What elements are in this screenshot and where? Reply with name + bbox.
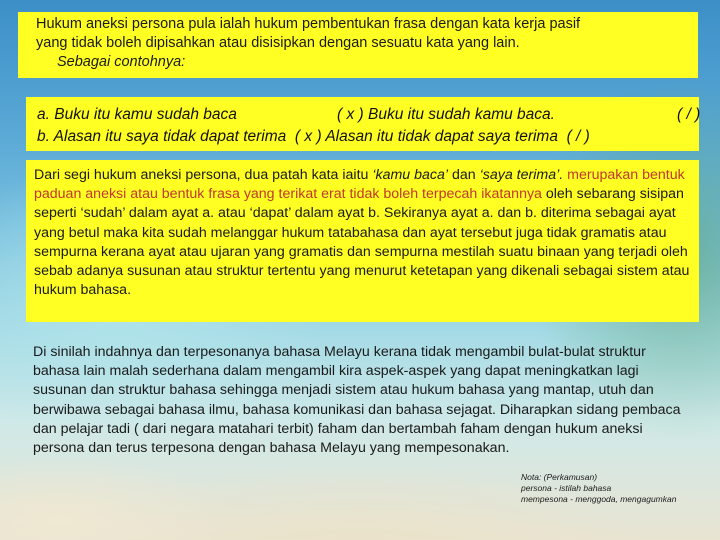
example-a-correct: ( x ) Buku itu sudah kamu baca. (337, 106, 555, 123)
example-b-correct: ( x ) Alasan itu tidak dapat saya terima (294, 128, 558, 145)
intro-line-2: yang tidak boleh dipisahkan atau disisipkan dengan sesuatu kata yang lain. (36, 35, 520, 51)
explanation-highlight: merupakan bentuk paduan aneksi atau bentuk frasa yang terikat erat tidak boleh terpecah ikatannya (34, 167, 685, 203)
example-a (37, 104, 701, 126)
quote-saya-terima: ‘saya terima’. (479, 167, 564, 183)
example-label: Sebagai contohnya: (57, 54, 186, 70)
example-b-mark: ( / ) (566, 128, 590, 145)
intro-box (18, 12, 698, 78)
example-b (37, 126, 688, 148)
explanation-text-1: Dari segi hukum aneksi persona, dua patah kata iaitu (34, 167, 373, 183)
explanation-box (26, 160, 699, 322)
note-line-1: Nota: (Perkamusan) (521, 472, 598, 482)
closing-paragraph: Di sinilah indahnya dan terpesonanya bahasa Melayu kerana tidak mengambil bulat-bulat struktur bahasa lain malah sederhana dalam mengambil kira aspek-aspek yang dapat meningkatkan lagi susunan dan struktur bahasa sehingga menjadi sistem atau hukum bahasa yang mantap, utuh dan berwibawa sebagai bahasa ilmu, bahasa komunikasi dan bahasa sejagat. Diharapkan sidang pembaca dan pelajar tadi ( dari negara matahari terbit) faham dan bertambah faham dengan hukum aneksi persona dan terus terpesona dengan bahasa Melayu yang mempesonakan. (33, 344, 681, 457)
example-a-wrong: a. Buku itu kamu sudah baca (37, 106, 237, 123)
note-line-2: persona - istilah bahasa (521, 483, 612, 493)
explanation-text-3: oleh sebarang sisipan seperti ‘sudah’ dalam ayat a. atau ‘dapat’ dalam ayat b. Sekiranya ayat a. dan b. diterima sebagai ayat yang betul maka kita sudah melanggar hukum tatabahasa dan ayat tersebut juga tidak gramatis atau sempurna kerana ayat atau ujaran yang gramatis dan sempurna mestilah suatu binaan yang terjadi oleh sebab adanya susunan atau struktur tertentu yang menurut ketetapan yang dikenali sebagai sistem atau hukum bahasa. (34, 186, 690, 299)
example-a-mark: ( / ) (677, 106, 701, 123)
note-line-3: mempesona - menggoda, mengagumkan (521, 494, 677, 504)
example-b-wrong: b. Alasan itu saya tidak dapat terima (37, 128, 287, 145)
quote-kamu-baca: ‘kamu baca’ (372, 167, 449, 183)
note-box (521, 472, 716, 505)
explanation-text-2: dan (448, 167, 480, 183)
examples-box (26, 97, 699, 151)
intro-line-1: Hukum aneksi persona pula ialah hukum pembentukan frasa dengan kata kerja pasif (36, 16, 581, 32)
